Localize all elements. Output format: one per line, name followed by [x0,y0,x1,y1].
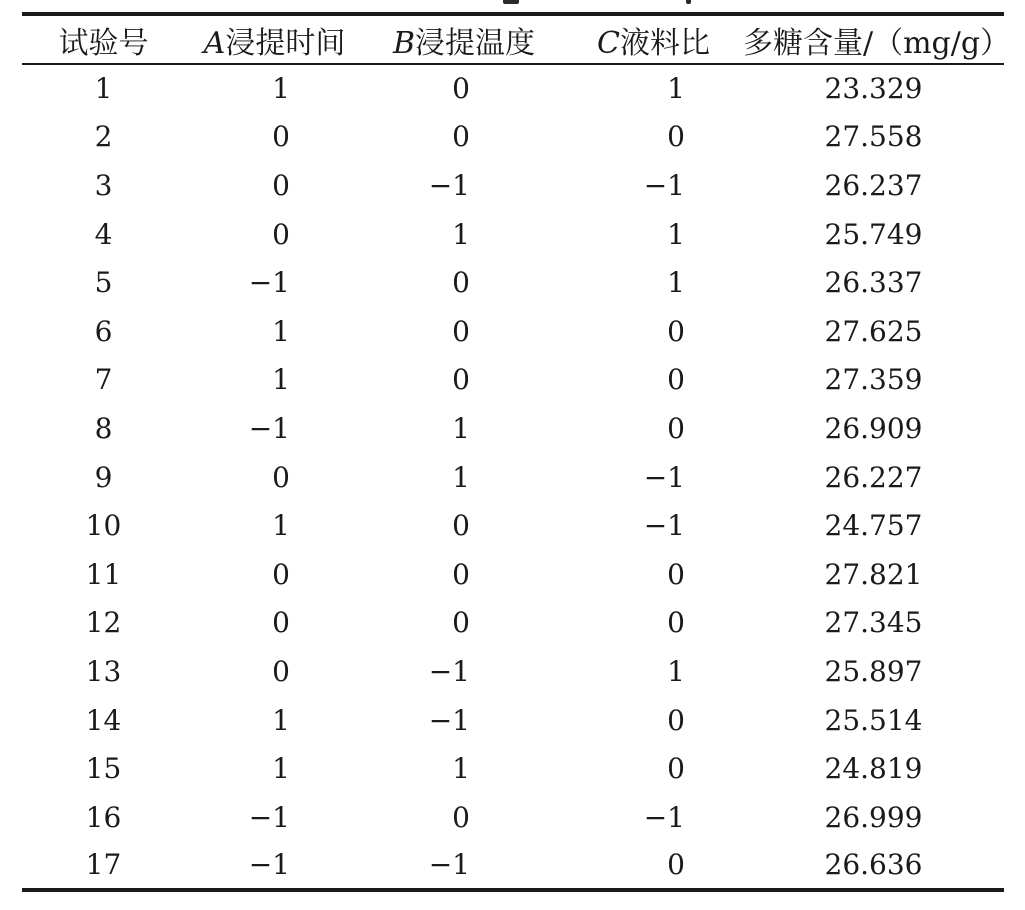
factor-c-cell: −1 [643,509,685,543]
polysaccharide-content-cell: 26.227 [824,460,923,494]
table-row [22,161,1004,210]
trial-number-cell: 6 [94,314,113,348]
factor-b-cell: 0 [452,606,470,640]
factor-b-cell: 0 [452,363,470,397]
factor-c-cell: 1 [667,654,685,688]
trial-number-cell: 14 [85,703,122,737]
polysaccharide-content-cell: 27.821 [824,557,923,591]
table-row [22,258,1004,307]
polysaccharide-content-cell: 23.329 [824,72,923,106]
factor-b-cell: −1 [428,848,470,882]
header-liquid-solid-ratio: C液料比 [597,25,710,61]
polysaccharide-content-cell: 27.345 [824,606,923,640]
cropped-caption-fragment [0,0,1025,6]
factor-b-cell: −1 [428,703,470,737]
trial-number-cell: 13 [85,654,122,688]
trial-number-cell: 15 [85,752,122,786]
table-row [22,842,1004,891]
factor-b-cell: 1 [452,752,470,786]
table-row [22,599,1004,648]
table-row [22,647,1004,696]
factor-b-cell: 0 [452,509,470,543]
polysaccharide-content-cell: 27.359 [824,363,923,397]
caption-glyph-fragment [503,0,519,4]
polysaccharide-content-cell: 26.909 [824,411,923,445]
factor-b-cell: −1 [428,168,470,202]
trial-number-cell: 3 [94,168,113,202]
table-row [22,501,1004,550]
polysaccharide-content-cell: 25.514 [824,703,923,737]
polysaccharide-content-cell: 25.897 [824,654,923,688]
header-trial-number: 试验号 [58,25,149,61]
factor-c-cell: −1 [643,460,685,494]
factor-c-cell: 0 [667,703,685,737]
polysaccharide-content-cell: 24.757 [824,509,923,543]
polysaccharide-content-cell: 27.625 [824,314,923,348]
factor-a-cell: 0 [272,557,290,591]
factor-b-cell: 0 [452,266,470,300]
header-polysaccharide-content: 多糖含量/（mg/g） [743,25,1011,61]
factor-b-cell: 0 [452,314,470,348]
table-row [22,550,1004,599]
polysaccharide-content-cell: 24.819 [824,752,923,786]
factor-a-cell: 0 [272,606,290,640]
table-row [22,744,1004,793]
factor-a-cell: 0 [272,120,290,154]
table-row [22,307,1004,356]
factor-a-cell: −1 [248,266,290,300]
factor-a-cell: 1 [272,509,290,543]
header-row [22,14,1004,64]
factor-b-cell: −1 [428,654,470,688]
factor-c-cell: 0 [667,363,685,397]
factor-a-cell: 0 [272,217,290,251]
table-row [22,356,1004,405]
factor-a-cell: 1 [272,314,290,348]
trial-number-cell: 8 [94,411,113,445]
factor-c-cell: 0 [667,120,685,154]
polysaccharide-content-cell: 27.558 [824,120,923,154]
experiment-results-table [22,12,1011,892]
table-row [22,453,1004,502]
factor-a-cell: 1 [272,703,290,737]
trial-number-cell: 11 [85,557,122,591]
header-extraction-time: A浸提时间 [203,25,346,61]
trial-number-cell: 4 [94,217,113,251]
factor-c-cell: 0 [667,314,685,348]
table-row [22,113,1004,162]
trial-number-cell: 12 [85,606,122,640]
factor-b-cell: 1 [452,411,470,445]
table-row [22,793,1004,842]
trial-number-cell: 1 [94,72,113,106]
trial-number-cell: 5 [94,266,113,300]
polysaccharide-content-cell: 26.237 [824,168,923,202]
factor-c-cell: 0 [667,411,685,445]
factor-c-cell: −1 [643,168,685,202]
trial-number-cell: 2 [94,120,113,154]
factor-a-cell: 0 [272,654,290,688]
trial-number-cell: 7 [94,363,113,397]
factor-c-cell: 0 [667,606,685,640]
header-extraction-temperature: B浸提温度 [392,25,536,61]
table-header [22,14,1011,64]
trial-number-cell: 16 [85,800,122,834]
factor-b-cell: 1 [452,460,470,494]
factor-a-cell: −1 [248,800,290,834]
factor-b-cell: 0 [452,557,470,591]
factor-b-cell: 0 [452,120,470,154]
factor-a-cell: 1 [272,72,290,106]
table-row [22,64,1004,113]
factor-a-cell: 0 [272,168,290,202]
factor-b-cell: 0 [452,800,470,834]
factor-a-cell: −1 [248,411,290,445]
factor-b-cell: 1 [452,217,470,251]
polysaccharide-content-cell: 26.337 [824,266,923,300]
factor-c-cell: −1 [643,800,685,834]
factor-b-cell: 0 [452,72,470,106]
factor-a-cell: 1 [272,363,290,397]
factor-c-cell: 1 [667,72,685,106]
polysaccharide-content-cell: 26.999 [824,800,923,834]
table-row [22,404,1004,453]
table-body [22,64,1004,890]
trial-number-cell: 10 [85,509,122,543]
polysaccharide-content-cell: 26.636 [824,848,923,882]
trial-number-cell: 17 [85,848,122,882]
table-row [22,210,1004,259]
factor-a-cell: −1 [248,848,290,882]
trial-number-cell: 9 [94,460,113,494]
factor-a-cell: 1 [272,752,290,786]
polysaccharide-content-cell: 25.749 [824,217,923,251]
table-row [22,696,1004,745]
factor-c-cell: 0 [667,848,685,882]
factor-c-cell: 1 [667,217,685,251]
factor-c-cell: 0 [667,752,685,786]
caption-glyph-fragment [686,0,691,4]
factor-c-cell: 0 [667,557,685,591]
factor-a-cell: 0 [272,460,290,494]
factor-c-cell: 1 [667,266,685,300]
